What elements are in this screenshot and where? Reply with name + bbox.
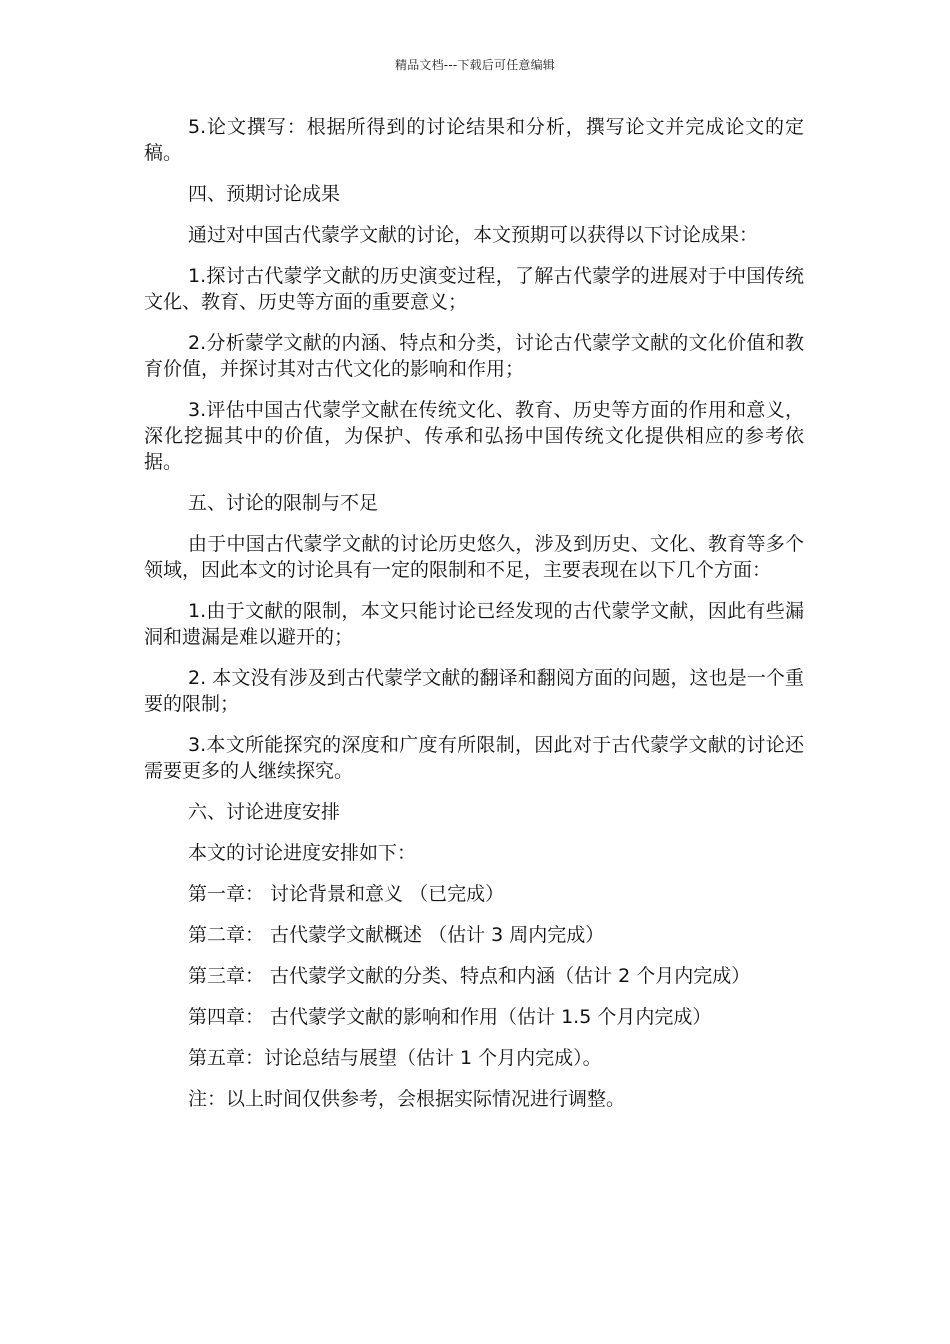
schedule-note: 注：以上时间仅供参考，会根据实际情况进行调整。 [188,1088,626,1110]
paragraph-schedule-intro: 本文的讨论进度安排如下： [188,842,417,864]
schedule-item-chapter-2: 第二章： 古代蒙学文献概述 （估计 3 周内完成） [188,924,605,946]
paragraph-limitation-item-1: 1.由于文献的限制，本文只能讨论已经发现的古代蒙学文献，因此有些漏洞和遗漏是难以避开的； [144,600,804,648]
schedule-item-chapter-5: 第五章：讨论总结与展望（估计 1 个月内完成）。 [188,1047,602,1069]
paragraph-expected-item-1: 1.探讨古代蒙学文献的历史演变过程，了解古代蒙学的进展对于中国传统文化、教育、历史等方面的重要意义； [144,265,804,313]
section-heading-schedule: 六、讨论进度安排 [188,801,341,823]
paragraph-expected-item-2: 2.分析蒙学文献的内涵、特点和分类，讨论古代蒙学文献的文化价值和教育价值，并探讨其对古代文化的影响和作用； [144,332,804,380]
paragraph-limitations-intro: 由于中国古代蒙学文献的讨论历史悠久，涉及到历史、文化、教育等多个领域，因此本文的讨论具有一定的限制和不足，主要表现在以下几个方面： [144,533,804,581]
paragraph-limitation-item-3: 3.本文所能探究的深度和广度有所限制，因此对于古代蒙学文献的讨论还需要更多的人继续探究。 [144,734,804,782]
paragraph-limitation-item-2: 2. 本文没有涉及到古代蒙学文献的翻译和翻阅方面的问题，这也是一个重要的限制； [144,667,804,715]
paragraph-expected-item-3: 3.评估中国古代蒙学文献在传统文化、教育、历史等方面的作用和意义，深化挖掘其中的价值，为保护、传承和弘扬中国传统文化提供相应的参考依据。 [144,399,804,473]
schedule-item-chapter-3: 第三章： 古代蒙学文献的分类、特点和内涵（估计 2 个月内完成） [188,965,751,987]
paragraph-expected-intro: 通过对中国古代蒙学文献的讨论，本文预期可以获得以下讨论成果： [188,224,759,246]
page-header: 精品文档---下载后可任意编辑 [395,58,555,72]
section-heading-expected-results: 四、预期讨论成果 [188,183,341,205]
schedule-item-chapter-1: 第一章： 讨论背景和意义 （已完成） [188,883,505,905]
paragraph-thesis-writing: 5.论文撰写：根据所得到的讨论结果和分析，撰写论文并完成论文的定稿。 [144,116,804,164]
document-body [144,114,804,1127]
schedule-item-chapter-4: 第四章： 古代蒙学文献的影响和作用（估计 1.5 个月内完成） [188,1006,712,1028]
section-heading-limitations: 五、讨论的限制与不足 [188,492,379,514]
